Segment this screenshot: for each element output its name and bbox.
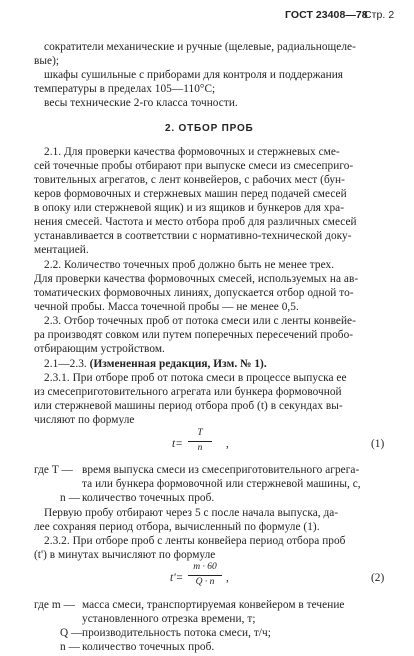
section-heading: 2. ОТБОР ПРОБ [165,123,254,134]
where-symbol: Q — [60,627,83,639]
text-line: вые); [34,55,60,67]
where-symbol: где T — [34,464,73,476]
text-line: или стержневой машины период отбора проб (t) в секундах вы- [34,400,343,412]
text-line: сократители механические и ручные (щелевые, радиальнощеле- [44,41,356,53]
where-definition: та или бункера формовочной или стержневой машины, с, [82,478,361,490]
text-line: сей точечные пробы отбирают при выпуске смеси из смесеприго- [34,160,354,172]
amendment-clauses: 2.1—2.3. [44,358,87,370]
where-definition: производительность потока смеси, т/ч; [82,627,271,639]
formula-1-number: (1) [371,438,385,450]
where-symbol: n — [60,641,80,653]
text-line: (t') в минутах вычисляют по формуле [34,549,216,561]
text-line: шкафы сушильные с приборами для контроля и поддержания [44,69,344,81]
text-line: температуры в пределах 105—110°С; [34,83,216,95]
text-line: лее сохраняя период отбора, вычисленный по формуле (1). [34,521,320,533]
text-line: 2.3. Отбор точечных проб от потока смеси или с ленты конвейе- [44,315,356,327]
text-line: 2.1. Для проверки качества формовочных и стержневых сме- [44,146,340,158]
amendment-note [44,357,267,371]
formula-2-comma: , [226,572,229,584]
text-line: в опоку или стержневой ящик) и из ящиков и бункеров для хра- [34,202,345,214]
where-definition: время выпуска смеси из смесеприготовительного агрега- [82,464,360,476]
formula-2-denominator: Q · n [195,577,215,587]
where-definition: установленного отрезка времени, т; [82,613,256,625]
text-line: 2.3.2. При отборе проб с ленты конвейера период отбора проб [44,535,346,547]
text-line: ментацией. [34,244,89,256]
text-line: 2.3.1. При отборе проб от потока смеси в процессе выпуска ее [44,372,347,384]
text-line: томатических формовочных линиях, допускается отбор одной то- [34,287,354,299]
text-line: из смесеприготовительного агрегата или бункера формовочной [34,386,342,398]
text-line: устанавливается в соответствии с нормативно-технической доку- [34,230,352,242]
formula-1-lhs: t= [172,438,183,450]
text-line: отбирающим устройством. [34,343,165,355]
text-line: Первую пробу отбирают через 5 с после начала выпуска, да- [44,507,339,519]
amendment-text: (Измененная редакция, Изм. № 1). [89,358,267,370]
text-line: 2.2. Количество точечных проб должно быть не менее трех. [44,259,335,271]
text-line: числяют по формуле [34,414,135,426]
text-line: товительных агрегатов, с лент конвейеров, с рабочих мест (бун- [34,174,345,186]
formula-1-denominator: n [197,443,203,453]
where-definition: количество точечных проб. [82,492,215,504]
text-line: ра производят совком или путем поперечных пересечений пробо- [34,329,354,341]
formula-2-numerator: m · 60 [193,562,217,572]
page-number: Стр. 2 [364,9,395,21]
formula-2-fraction-bar [188,575,222,576]
document-code: ГОСТ 23408—78 [285,9,368,21]
text-line: весы технические 2-го класса точности. [44,97,238,109]
formula-1-comma: , [226,438,229,450]
where-symbol: где m — [34,599,75,611]
text-line: чечной пробы. Масса точечной пробы — не менее 0,5. [34,301,299,313]
where-definition: масса смеси, транспортируемая конвейером в течение [82,599,345,611]
text-line: нения смесей. Частота и место отбора проб для различных смесей [34,216,357,228]
formula-1-numerator: T [197,428,203,438]
where-definition: количество точечных проб. [82,641,215,653]
formula-1-fraction-bar [188,441,212,442]
formula-2-lhs: t'= [170,572,184,584]
formula-2-number: (2) [371,572,385,584]
text-line: Для проверки качества формовочных смесей, используемых на ав- [34,273,359,285]
where-symbol: n — [60,492,80,504]
text-line: керов формовочных и стержневых машин перед подачей смесей [34,188,347,200]
